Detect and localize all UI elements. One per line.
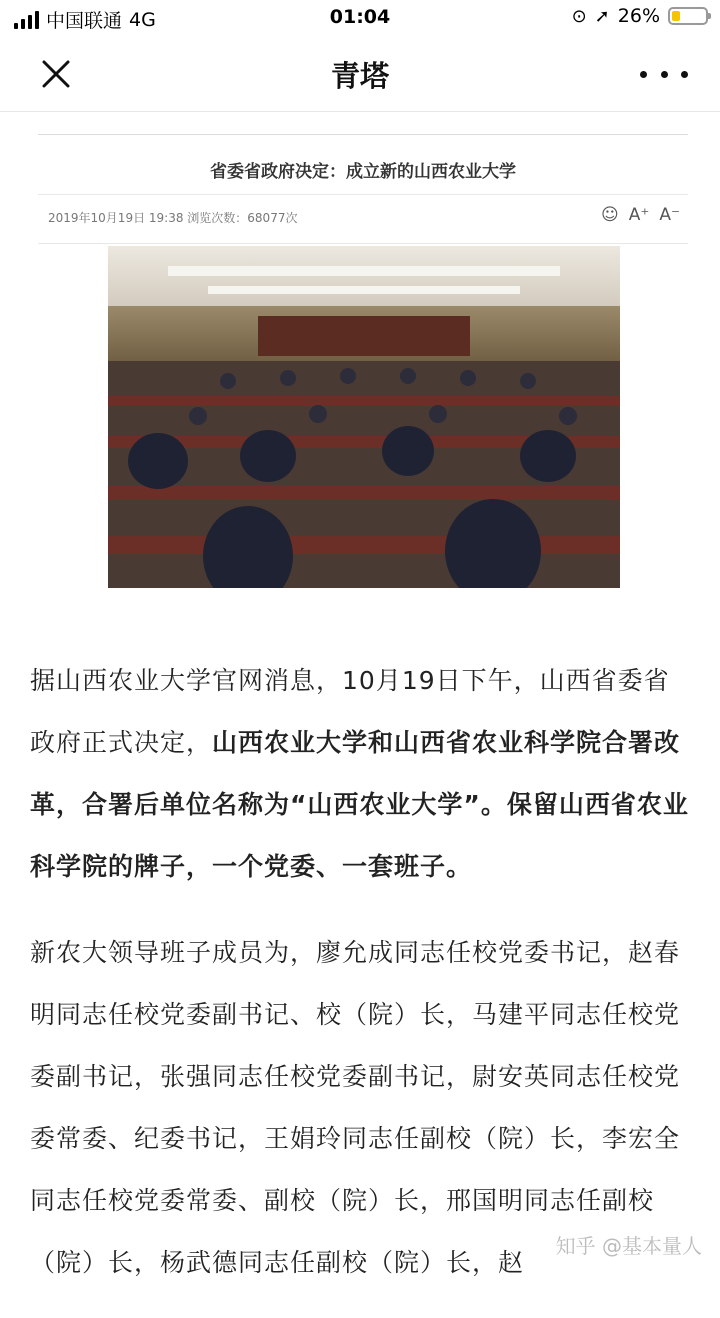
article-headline: 省委省政府决定：成立新的山西农业大学 — [210, 162, 516, 182]
nav-title: 青塔 — [330, 59, 389, 93]
battery-percent: 26% — [617, 5, 660, 27]
paragraph-2: 新农大领导班子成员为，廖允成同志任校党委书记，赵春明同志任校党委副书记、校（院）长，马建平同志任校党委副书记，张强同志任校党委副书记，尉安英同志任校党委常委、纪委书记，王娟玲同志任副校（院）长，李宏全同志任校党委常委、副校（院）长，邢国明同志任副校（院）长，杨武德同志任副校（院）长，赵 — [30, 938, 681, 1277]
more-icon[interactable] — [640, 62, 688, 86]
article-meta: 2019年10月19日 19:38 浏览次数：68077次 — [48, 211, 298, 225]
meeting-photo — [108, 246, 620, 588]
article-meta-row — [38, 194, 688, 244]
battery-icon — [668, 7, 708, 25]
watermark: 知乎 @基本量人 — [555, 1234, 702, 1258]
font-increase-icon[interactable]: A⁺ — [628, 205, 650, 225]
font-decrease-icon[interactable]: A⁻ — [659, 205, 680, 225]
status-right — [572, 5, 708, 27]
location-icon: ➚ — [594, 5, 610, 27]
paragraph-1-bold: 山西农业大学和山西省农业科学院合署改革，合署后单位名称为“山西农业大学”。保留山西省农业科学院的牌子，一个党委、一套班子。 — [30, 728, 689, 881]
network-label: 4G — [129, 8, 156, 31]
orientation-lock-icon: ⊙ — [571, 5, 587, 27]
nav-bar — [0, 36, 720, 112]
carrier-label: 中国联通 — [46, 10, 123, 32]
paragraph-1 — [30, 650, 692, 898]
article-body — [30, 650, 692, 1318]
comment-icon[interactable]: ☺ — [601, 205, 619, 225]
paragraph-1-text: 据山西农业大学官网消息，10月19日下午，山西省委省政府正式决定， — [30, 666, 670, 757]
status-time: 01:04 — [329, 6, 391, 28]
article-header — [38, 134, 688, 225]
status-bar — [0, 0, 720, 36]
